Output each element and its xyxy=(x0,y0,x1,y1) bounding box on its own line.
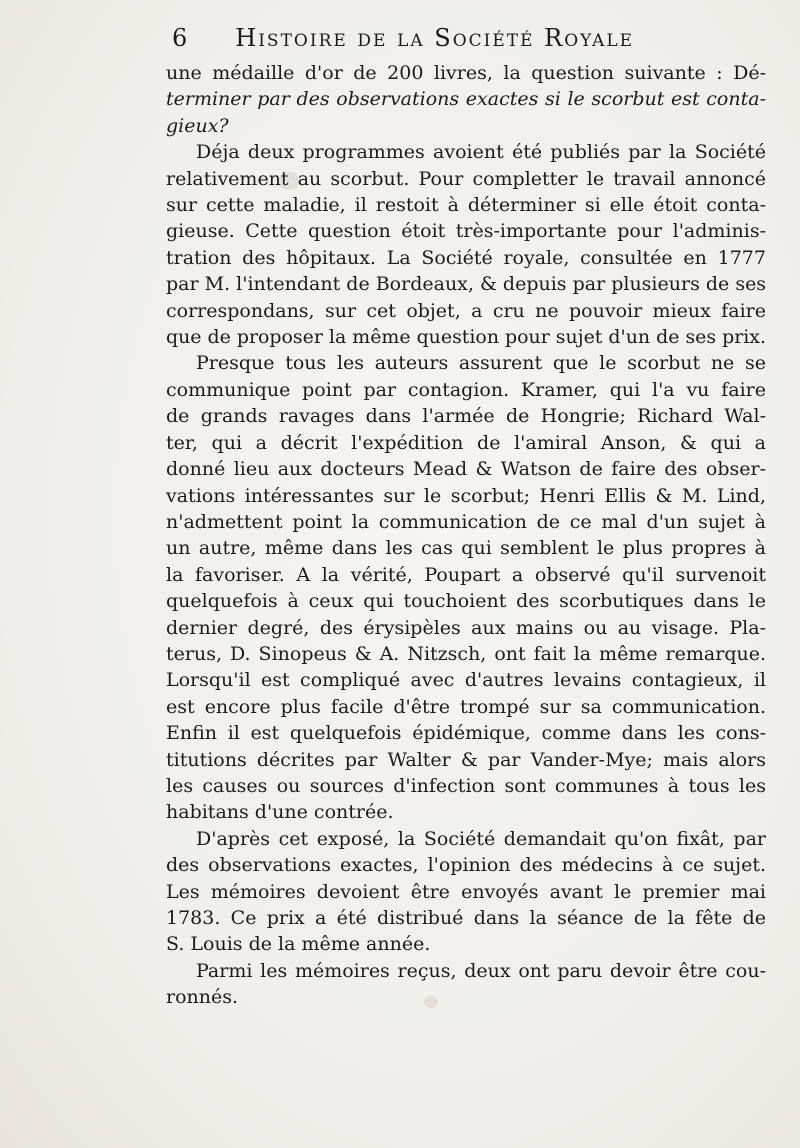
text-line: terminer par des observations exactes si le scorbut est conta- xyxy=(166,88,766,111)
text-line: les causes ou sources d'infection sont communes à tous les xyxy=(166,774,766,797)
text-line: correspondans, sur cet objet, a cru ne pouvoir mieux faire xyxy=(166,299,766,322)
page-header xyxy=(172,24,772,52)
text-line: titutions décrites par Walter & par Vander-Mye; mais alors xyxy=(166,748,766,771)
text-line: donné lieu aux docteurs Mead & Watson de faire des obser- xyxy=(166,458,766,481)
text-line: Parmi les mémoires reçus, deux ont paru devoir être cou- xyxy=(196,959,766,982)
paragraph xyxy=(166,958,766,1011)
paragraph xyxy=(166,826,766,958)
text-line: une médaille d'or de 200 livres, la question suivante : Dé- xyxy=(166,62,766,84)
text-line: tration des hôpitaux. La Société royale, consultée en 1777 xyxy=(166,246,766,269)
text-line: terus, D. Sinopeus & A. Nitzsch, ont fait la même remarque. xyxy=(166,642,766,665)
text-line: S. Louis de la même année. xyxy=(166,933,431,956)
text-line: un autre, même dans les cas qui semblent le plus propres à xyxy=(166,537,766,560)
text-line: n'admettent point la communication de ce mal d'un sujet à xyxy=(166,510,766,533)
text-line: ter, qui a décrit l'expédition de l'amiral Anson, & qui a xyxy=(166,431,766,454)
text-line: que de proposer la même question pour sujet d'un de ses prix. xyxy=(166,326,766,349)
text-line: Les mémoires devoient être envoyés avant le premier mai xyxy=(166,880,766,903)
text-line: Presque tous les auteurs assurent que le scorbut ne se xyxy=(196,352,766,375)
page-number: 6 xyxy=(172,24,190,52)
text-line: sur cette maladie, il restoit à déterminer si elle étoit conta- xyxy=(166,194,766,217)
text-line: la favoriser. A la vérité, Poupart a observé qu'il survenoit xyxy=(166,563,766,586)
paragraph xyxy=(166,350,766,825)
text-line: de grands ravages dans l'armée de Hongrie; Richard Wal- xyxy=(166,405,766,428)
text-line: Lorsqu'il est compliqué avec d'autres levains contagieux, il xyxy=(166,669,766,692)
text-line: par M. l'intendant de Bordeaux, & depuis par plusieurs de ses xyxy=(166,273,767,296)
text-line: Déja deux programmes avoient été publiés par la Société xyxy=(196,141,766,164)
text-line: est encore plus facile d'être trompé sur sa communication. xyxy=(166,695,766,718)
running-title: Histoire de la Société Royale xyxy=(235,24,635,52)
text-line: dernier degré, des érysipèles aux mains ou au visage. Pla- xyxy=(166,616,766,639)
text-line: relativement au scorbut. Pour completter le travail annoncé xyxy=(166,167,766,190)
text-line: habitans d'une contrée. xyxy=(166,801,394,824)
text-line: communique point par contagion. Kramer, qui l'a vu faire xyxy=(166,378,766,401)
paragraph xyxy=(166,60,766,139)
text-line: vations intéressantes sur le scorbut; Henri Ellis & M. Lind, xyxy=(166,484,766,507)
text-line: des observations exactes, l'opinion des médecins à ce sujet. xyxy=(166,854,766,877)
text-line: 1783. Ce prix a été distribué dans la séance de la fête de xyxy=(166,907,766,929)
text-line: gieuse. Cette question étoit très-importante pour l'adminis- xyxy=(166,220,766,243)
text-line: quelquefois à ceux qui touchoient des scorbutiques dans le xyxy=(166,590,766,613)
text-line: Enfin il est quelquefois épidémique, comme dans les cons- xyxy=(166,722,766,745)
text-line: gieux? xyxy=(166,114,229,137)
paragraph xyxy=(166,139,766,350)
text-line: D'après cet exposé, la Société demandait qu'on fixât, par xyxy=(196,827,766,850)
text-line: ronnés. xyxy=(166,986,239,1009)
page-body xyxy=(166,60,766,1011)
